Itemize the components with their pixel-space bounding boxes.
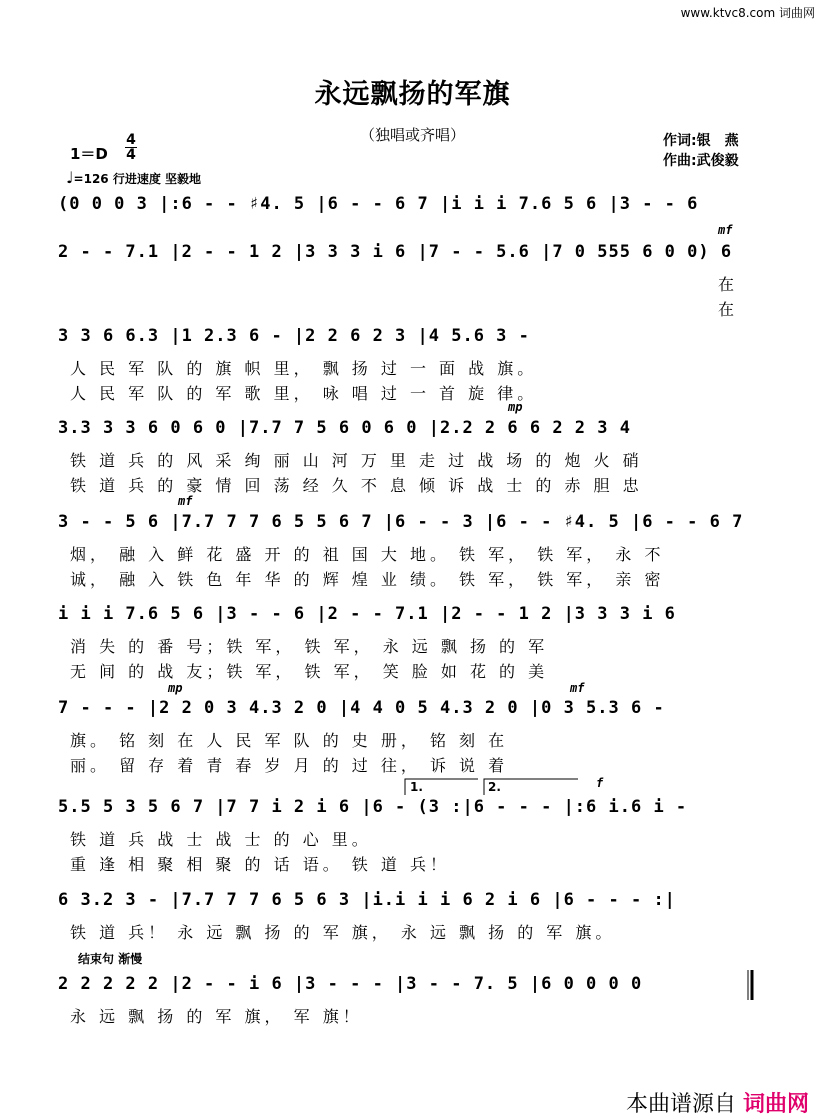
- volta-first: 1.: [410, 780, 423, 794]
- lyric-line: 铁 道 兵！ 永 远 飘 扬 的 军 旗， 永 远 飘 扬 的 军 旗。: [70, 923, 616, 942]
- site-url: www.ktvc8.com 词曲网: [680, 6, 815, 20]
- lyric-line: 无 间 的 战 友；铁 军， 铁 军， 笑 脸 如 花 的 美: [70, 662, 549, 681]
- lyric-line: 烟， 融 入 鲜 花 盛 开 的 祖 国 大 地。 铁 军， 铁 军， 永 不: [70, 545, 665, 564]
- composer-credit: 作曲:武俊毅: [663, 153, 739, 169]
- song-subtitle: （独唱或齐唱）: [359, 126, 465, 144]
- music-notation-line: 2 2 2 2 2 |2 - - i 6 |3 - - - |3 - - 7. 5 |6 0 0 0 0: [58, 974, 643, 994]
- ending-label: 结束句 渐慢: [78, 952, 143, 966]
- dynamic-mark: mf: [570, 681, 585, 695]
- lyric-line: 铁 道 兵 的 豪 情 回 荡 经 久 不 息 倾 诉 战 士 的 赤 胆 忠: [70, 476, 643, 495]
- source-footer: [626, 1087, 809, 1118]
- lyric-line: 在: [718, 300, 739, 319]
- footer-source-text: 本曲谱源自: [625, 1092, 736, 1117]
- lyric-line: 旗。 铭 刻 在 人 民 军 队 的 史 册， 铭 刻 在: [70, 731, 509, 750]
- lyric-line: 人 民 军 队 的 旗 帜 里， 飘 扬 过 一 面 战 旗。: [70, 359, 538, 378]
- lyric-line: 消 失 的 番 号；铁 军， 铁 军， 永 远 飘 扬 的 军: [70, 637, 549, 656]
- lyric-line: 重 逢 相 聚 相 聚 的 话 语。 铁 道 兵！: [70, 855, 450, 874]
- lyric-line: 永 远 飘 扬 的 军 旗， 军 旗！: [70, 1007, 363, 1026]
- music-notation-line: 7 - - - |2 2 0 3 4.3 2 0 |4 4 0 5 4.3 2 0 |0 3 5.3 6 -: [58, 698, 665, 718]
- dynamic-mark: mf: [718, 223, 733, 237]
- dynamic-mark: f: [596, 776, 604, 790]
- lyric-line: 在: [718, 275, 739, 294]
- dynamic-mark: mf: [178, 494, 193, 508]
- dynamic-mark: mp: [508, 400, 523, 414]
- music-notation-line: 3 3 6 6.3 |1 2.3 6 - |2 2 6 2 3 |4 5.6 3 -: [58, 326, 530, 346]
- lyric-line: 丽。 留 存 着 青 春 岁 月 的 过 往， 诉 说 着: [70, 756, 509, 775]
- volta-second: 2.: [488, 780, 501, 794]
- volta-bracket-second: [484, 779, 578, 795]
- lyric-line: 铁 道 兵 战 士 战 士 的 心 里。: [70, 830, 372, 849]
- music-notation-line: 2 - - 7.1 |2 - - 1 2 |3 3 3 i 6 |7 - - 5.6 |7 0 555 6 0 0) 6: [58, 242, 733, 262]
- tempo-bpm: =126: [73, 172, 109, 186]
- lyric-line: 人 民 军 队 的 军 歌 里， 咏 唱 过 一 首 旋 律。: [70, 384, 538, 403]
- lyricist-credit: 作词:银 燕: [663, 133, 739, 149]
- volta-bracket-first: [405, 779, 478, 795]
- dynamic-mark: mp: [168, 681, 183, 695]
- music-notation-line: 3 - - 5 6 |7.7 7 7 6 5 5 6 7 |6 - - 3 |6 - - ♯4. 5 |6 - - 6 7: [58, 512, 744, 532]
- footer-brand: 词曲网: [742, 1092, 809, 1117]
- time-signature-denominator: 4: [126, 147, 136, 163]
- music-notation-line: i i i 7.6 5 6 |3 - - 6 |2 - - 7.1 |2 - - 1 2 |3 3 3 i 6: [58, 604, 676, 624]
- key-signature: 1＝D: [70, 145, 108, 163]
- music-notation-line: 3.3 3 3 6 0 6 0 |7.7 7 5 6 0 6 0 |2.2 2 6 6 2 2 3 4: [58, 418, 631, 438]
- time-signature-numerator: 4: [126, 132, 136, 148]
- music-notation-line: 6 3.2 3 - |7.7 7 7 6 5 6 3 |i.i i i 6 2 i 6 |6 - - - :|: [58, 890, 676, 910]
- lyric-line: 诚， 融 入 铁 色 年 华 的 辉 煌 业 绩。 铁 军， 铁 军， 亲 密: [70, 570, 665, 589]
- music-notation-line: 5.5 5 3 5 6 7 |7 7 i 2 i 6 |6 - (3 :|6 - - - |:6 i.6 i -: [58, 797, 688, 817]
- song-title: 永远飘扬的军旗: [314, 79, 511, 110]
- lyric-line: 铁 道 兵 的 风 采 绚 丽 山 河 万 里 走 过 战 场 的 炮 火 硝: [70, 451, 643, 470]
- tempo-text: 行进速度 坚毅地: [112, 172, 202, 186]
- quarter-note-icon: ♩: [66, 168, 74, 187]
- music-notation-line: (0 0 0 3 |:6 - - ♯4. 5 |6 - - 6 7 |i i i 7.6 5 6 |3 - - 6: [58, 194, 699, 214]
